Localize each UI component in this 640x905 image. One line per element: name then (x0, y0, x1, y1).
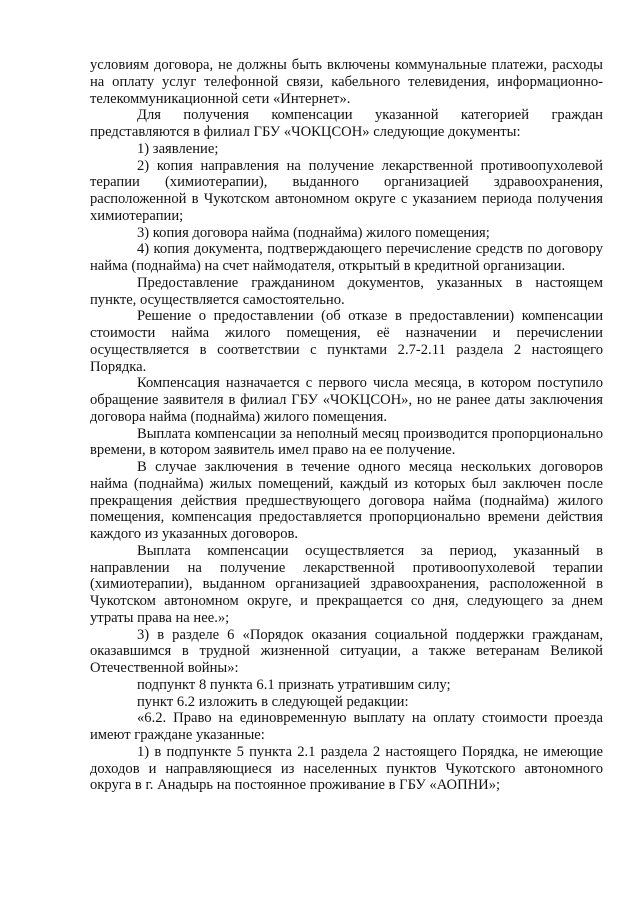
paragraph-11: В случае заключения в течение одного месяца нескольких договоров найма (поднайма) жилых помещений, каждый из которых был заключен после прекращения действия предшествующего договора найма (поднайма) жилого помещения, компенсация предоставляется пропорционально времени действия каждого из указанных договоров. (90, 459, 603, 542)
paragraph-1: условиям договора, не должны быть включены коммунальные платежи, расходы на оплату услуг телефонной связи, кабельного телевидения, информационно-телекоммуникационной сети «Интернет». (90, 57, 603, 107)
paragraph-4: 2) копия направления на получение лекарственной противоопухолевой терапии (химиотерапии), выданного организацией здравоохранения, расположенной в Чукотском автономном округе с указанием периода получения химиотерапии; (90, 157, 603, 224)
paragraph-14: подпункт 8 пункта 6.1 признать утратившим силу; (137, 676, 451, 693)
paragraph-17: 1) в подпункте 5 пункта 2.1 раздела 2 настоящего Порядка, не имеющие доходов и направляющиеся из населенных пунктов Чукотского автономного округа в г. Анадырь на постоянное проживание в ГБУ «АОПНИ»; (90, 743, 603, 794)
paragraph-13: 3) в разделе 6 «Порядок оказания социальной поддержки гражданам, оказавшимся в трудной жизненной ситуации, а также ветеранам Великой Отечественной войны»: (90, 626, 603, 676)
paragraph-7: Предоставление гражданином документов, указанных в настоящем пункте, осуществляется самостоятельно. (90, 274, 603, 308)
paragraph-10: Выплата компенсации за неполный месяц производится пропорционально времени, в котором заявитель имел право на ее получение. (90, 425, 603, 459)
paragraph-9: Компенсация назначается с первого числа месяца, в котором поступило обращение заявителя в филиал ГБУ «ЧОКЦСОН», но не ранее даты заключения договора найма (поднайма) жилого помещения. (90, 375, 603, 425)
paragraph-16: «6.2. Право на единовременную выплату на оплату стоимости проезда имеют граждане указанные: (90, 710, 603, 743)
paragraph-5: 3) копия договора найма (поднайма) жилого помещения; (137, 224, 490, 241)
paragraph-8: Решение о предоставлении (об отказе в предоставлении) компенсации стоимости найма жилого помещения, её назначении и перечислении осуществляется в соответствии с пунктами 2.7-2.11 раздела 2 настоящего Порядка. (90, 308, 603, 375)
paragraph-3: 1) заявление; (137, 140, 219, 157)
paragraph-2: Для получения компенсации указанной категорией граждан представляются в филиал ГБУ «ЧОКЦСОН» следующие документы: (90, 107, 603, 140)
paragraph-12: Выплата компенсации осуществляется за период, указанный в направлении на получение лекарственной противоопухолевой терапии (химиотерапии), выданном организацией здравоохранения, расположенной в Чукотском автономном округе, и прекращается со дня, следующего за днем утраты права на нее.»; (90, 542, 603, 626)
document-page (90, 57, 603, 794)
paragraph-6: 4) копия документа, подтверждающего перечисление средств по договору найма (поднайма) на счет наймодателя, открытый в кредитной организации. (90, 241, 603, 274)
paragraph-15: пункт 6.2 изложить в следующей редакции: (137, 693, 409, 710)
